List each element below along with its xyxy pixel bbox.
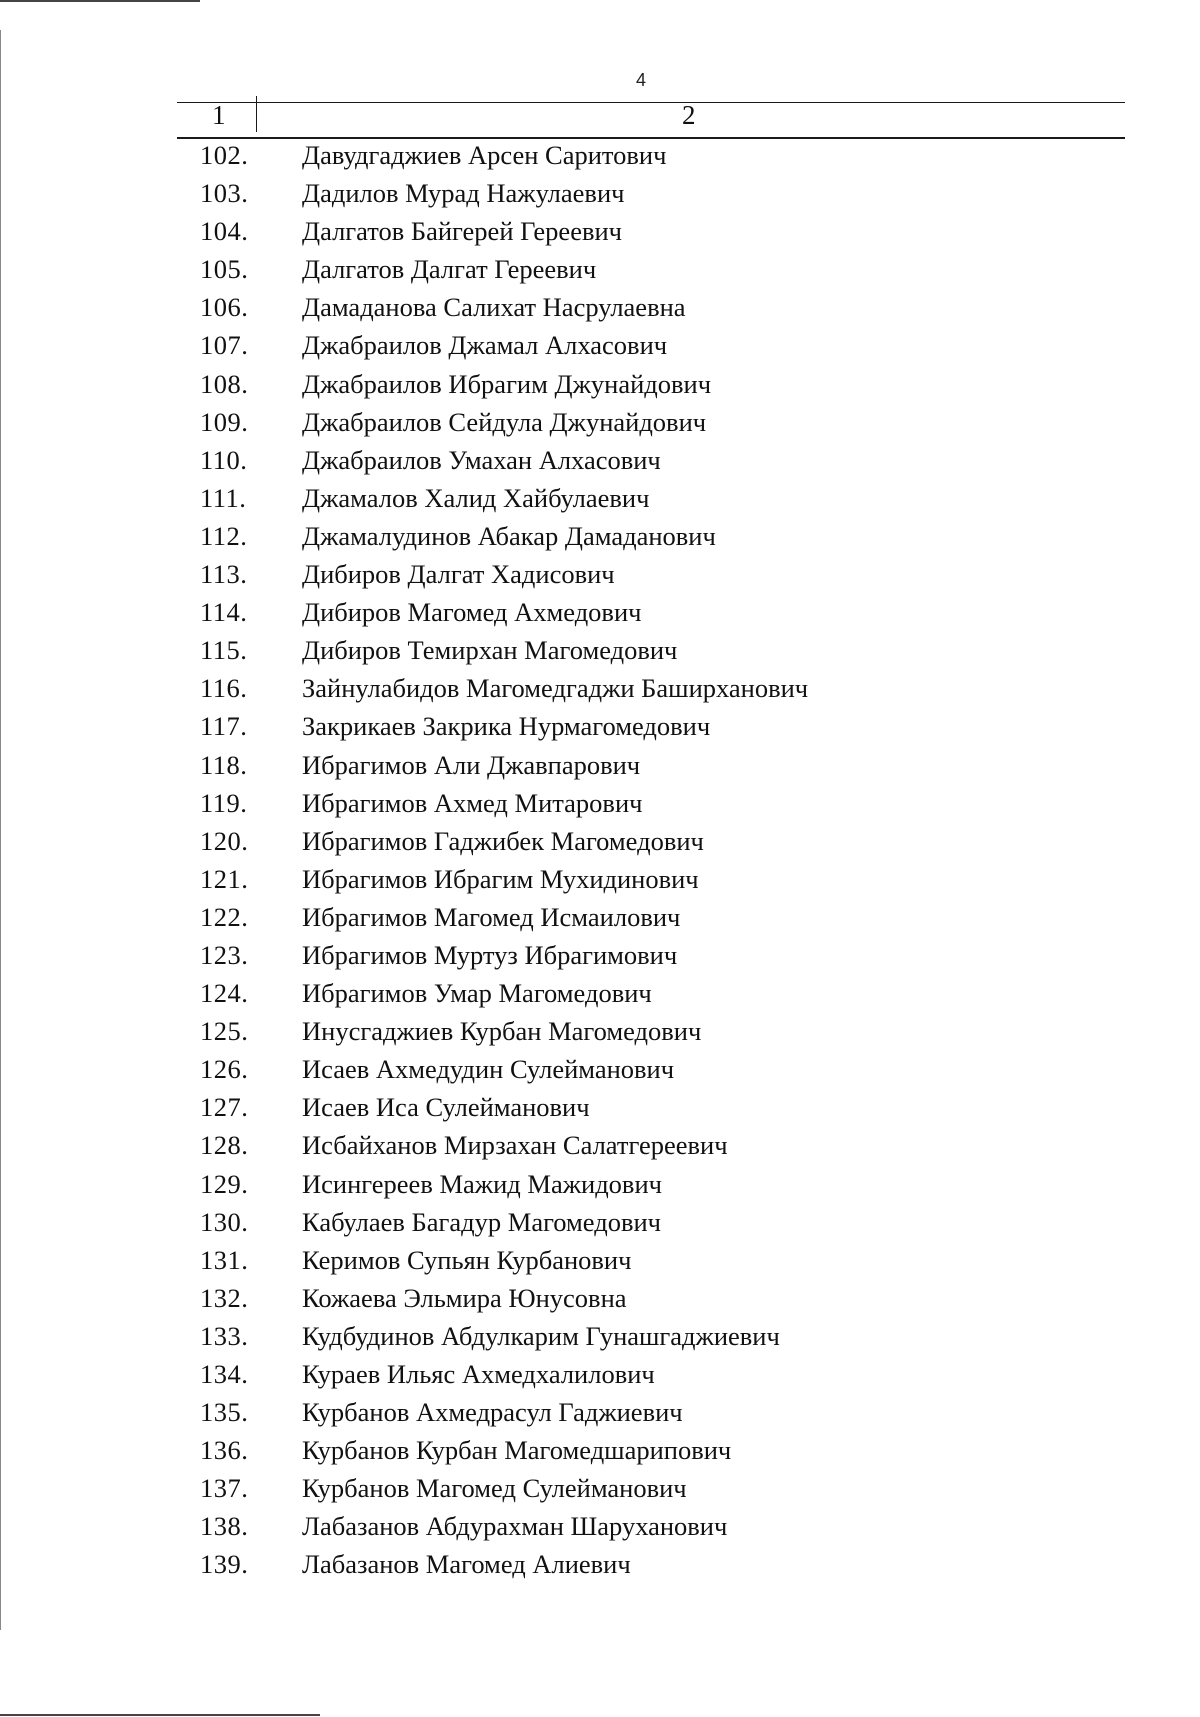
row-number: 112. (200, 520, 248, 551)
person-name: Давудгаджиев Арсен Саритович (302, 140, 667, 170)
person-name: Джабраилов Джамал Алхасович (302, 330, 668, 361)
person-name: Ибрагимов Али Джавпарович (302, 749, 641, 780)
name-list (0, 136, 1200, 1584)
row-number: 130. (200, 1206, 249, 1237)
list-item (0, 1279, 1200, 1317)
row-number: 131. (200, 1244, 249, 1275)
row-number: 114. (200, 597, 248, 628)
person-name: Дадилов Мурад Нажулаевич (302, 178, 625, 209)
row-number: 122. (200, 901, 249, 932)
row-number: 133. (200, 1320, 249, 1351)
person-name: Джабраилов Сейдула Джунайдович (302, 406, 707, 437)
list-item (0, 746, 1200, 784)
person-name: Ибрагимов Ибрагим Мухидинович (302, 863, 699, 894)
list-item (0, 288, 1200, 326)
person-name: Дибиров Темирхан Магомедович (302, 635, 678, 666)
person-name: Ибрагимов Ахмед Митарович (302, 787, 643, 818)
list-item (0, 784, 1200, 822)
list-item (0, 860, 1200, 898)
list-item (0, 1355, 1200, 1393)
person-name: Дибиров Далгат Хадисович (302, 559, 615, 590)
row-number: 109. (200, 406, 249, 437)
row-number: 118. (200, 749, 248, 780)
row-number: 139. (200, 1549, 249, 1580)
row-number: 134. (200, 1359, 249, 1389)
row-number: 116. (200, 673, 248, 704)
table-header-col2: 2 (682, 100, 696, 130)
list-item (0, 1393, 1200, 1431)
row-number: 105. (200, 254, 249, 285)
person-name: Исаев Иса Сулейманович (302, 1092, 590, 1123)
list-item (0, 1165, 1200, 1203)
row-number: 123. (200, 939, 249, 970)
list-item (0, 974, 1200, 1012)
row-number: 113. (200, 559, 248, 590)
person-name: Исингереев Мажид Мажидович (302, 1168, 662, 1199)
list-item (0, 555, 1200, 593)
row-number: 108. (200, 368, 249, 399)
person-name: Керимов Супьян Курбанович (302, 1244, 632, 1275)
person-name: Джамалудинов Абакар Дамаданович (302, 520, 716, 551)
person-name: Ибрагимов Муртуз Ибрагимович (302, 939, 678, 970)
list-item (0, 1431, 1200, 1469)
row-number: 115. (200, 635, 248, 666)
table-header-top-rule (177, 102, 1125, 103)
person-name: Исаев Ахмедудин Сулейманович (302, 1054, 675, 1085)
list-item (0, 1012, 1200, 1050)
list-item (0, 898, 1200, 936)
row-number: 110. (200, 444, 248, 475)
person-name: Курбанов Магомед Сулейманович (302, 1473, 687, 1504)
list-item (0, 936, 1200, 974)
row-number: 126. (200, 1054, 249, 1085)
row-number: 104. (200, 216, 249, 247)
row-number: 129. (200, 1168, 249, 1199)
person-name: Закрикаев Закрика Нурмагомедович (302, 711, 711, 742)
person-name: Лабазанов Магомед Алиевич (302, 1549, 631, 1580)
person-name: Дамаданова Салихат Насрулаевна (302, 292, 686, 323)
person-name: Ибрагимов Магомед Исмаилович (302, 901, 681, 932)
person-name: Курбанов Курбан Магомедшарипович (302, 1435, 732, 1466)
row-number: 137. (200, 1473, 249, 1504)
scan-edge-top (0, 0, 200, 2)
person-name: Курбанов Ахмедрасул Гаджиевич (302, 1397, 683, 1428)
row-number: 124. (200, 978, 249, 1009)
list-item (0, 1050, 1200, 1088)
list-item (0, 174, 1200, 212)
row-number: 135. (200, 1397, 249, 1428)
list-item (0, 1203, 1200, 1241)
list-item (0, 250, 1200, 288)
person-name: Далгатов Далгат Гереевич (302, 254, 597, 285)
list-item (0, 517, 1200, 555)
person-name: Зайнулабидов Магомедгаджи Баширханович (302, 673, 809, 704)
scan-edge-bottom (0, 1714, 320, 1716)
list-item (0, 631, 1200, 669)
person-name: Далгатов Байгерей Гереевич (302, 216, 622, 247)
row-number: 127. (200, 1092, 249, 1123)
list-item (0, 669, 1200, 707)
page-number: 4 (636, 70, 647, 90)
list-item (0, 707, 1200, 745)
list-item (0, 1088, 1200, 1126)
table-header-col1: 1 (212, 100, 226, 130)
row-number: 120. (200, 825, 249, 856)
person-name: Джабраилов Ибрагим Джунайдович (302, 368, 712, 399)
person-name: Инусгаджиев Курбан Магомедович (302, 1016, 702, 1047)
list-item (0, 1469, 1200, 1507)
list-item (0, 1545, 1200, 1583)
row-number: 106. (200, 292, 249, 323)
row-number: 136. (200, 1435, 249, 1466)
list-item (0, 212, 1200, 250)
list-item (0, 593, 1200, 631)
list-item (0, 1126, 1200, 1164)
row-number: 119. (200, 787, 248, 818)
list-item (0, 326, 1200, 364)
list-item (0, 136, 1200, 174)
row-number: 125. (200, 1016, 249, 1047)
row-number: 103. (200, 178, 249, 209)
person-name: Ибрагимов Умар Магомедович (302, 978, 652, 1009)
list-item (0, 403, 1200, 441)
person-name: Кожаева Эльмира Юнусовна (302, 1282, 627, 1313)
row-number: 138. (200, 1511, 249, 1542)
row-number: 132. (200, 1282, 249, 1313)
person-name: Джабраилов Умахан Алхасович (302, 444, 661, 475)
row-number: 128. (200, 1130, 249, 1161)
person-name: Кабулаев Багадур Магомедович (302, 1206, 661, 1237)
person-name: Ибрагимов Гаджибек Магомедович (302, 825, 704, 856)
list-item (0, 1317, 1200, 1355)
row-number: 121. (200, 863, 249, 894)
person-name: Кудбудинов Абдулкарим Гунашгаджиевич (302, 1320, 780, 1351)
row-number: 102. (200, 140, 249, 170)
list-item (0, 1241, 1200, 1279)
row-number: 111. (200, 482, 247, 513)
list-item (0, 822, 1200, 860)
list-item (0, 1507, 1200, 1545)
person-name: Исбайханов Мирзахан Салатгереевич (302, 1130, 728, 1161)
list-item (0, 441, 1200, 479)
list-item (0, 479, 1200, 517)
list-item (0, 365, 1200, 403)
person-name: Дибиров Магомед Ахмедович (302, 597, 642, 628)
row-number: 107. (200, 330, 249, 361)
row-number: 117. (200, 711, 248, 742)
table-header-column-separator (256, 96, 257, 132)
person-name: Джамалов Халид Хайбулаевич (302, 482, 650, 513)
person-name: Кураев Ильяс Ахмедхалилович (302, 1359, 655, 1389)
person-name: Лабазанов Абдурахман Шаруханович (302, 1511, 728, 1542)
